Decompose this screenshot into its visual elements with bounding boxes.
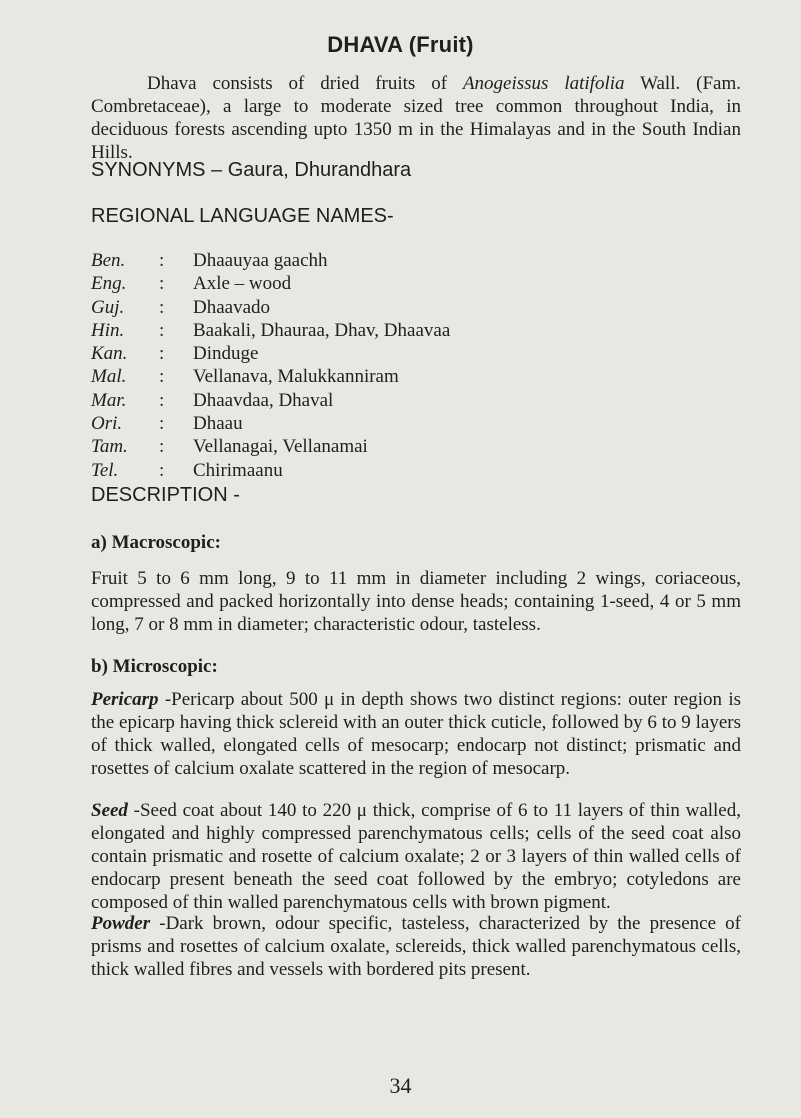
separator-colon: : xyxy=(159,436,165,458)
separator-colon: : xyxy=(159,343,165,365)
intro-paragraph xyxy=(91,72,741,164)
regional-name-row xyxy=(91,459,450,482)
seed-lead: Seed xyxy=(91,800,128,821)
regional-name: Dhaavdaa, Dhaval xyxy=(193,389,334,411)
language-abbr: Guj. xyxy=(91,296,125,318)
regional-name: Dhaauyaa gaachh xyxy=(193,250,328,271)
pericarp-paragraph xyxy=(91,688,741,780)
macroscopic-heading: a) Macroscopic: xyxy=(91,532,221,553)
regional-name-row xyxy=(91,272,450,295)
regional-name-row xyxy=(91,296,450,319)
pericarp-lead: Pericarp xyxy=(91,689,159,710)
separator-colon: : xyxy=(159,319,165,341)
language-abbr: Kan. xyxy=(91,343,128,365)
page-number: 34 xyxy=(389,1073,412,1098)
microscopic-heading: b) Microscopic: xyxy=(91,656,218,677)
regional-name-row xyxy=(91,435,450,458)
macroscopic-paragraph: Fruit 5 to 6 mm long, 9 to 11 mm in diameter including 2 wings, coriaceous, compressed and packed horizontally into dense heads; containing 1-seed, 4 or 5 mm long, 7 or 8 mm in diameter; characteristic odour, tasteless. xyxy=(91,568,741,635)
separator-colon: : xyxy=(159,389,165,411)
species-name: Anogeissus latifolia xyxy=(462,73,625,94)
separator-colon: : xyxy=(159,296,165,318)
regional-name-row xyxy=(91,365,450,388)
language-abbr: Mar. xyxy=(91,389,127,411)
regional-name-row xyxy=(91,342,450,365)
micron-unit: μ xyxy=(356,800,367,821)
separator-colon: : xyxy=(159,250,165,271)
separator-colon: : xyxy=(159,413,165,435)
regional-names-list xyxy=(91,249,450,482)
regional-name: Vellanagai, Vellanamai xyxy=(193,436,368,458)
regional-name: Chirimaanu xyxy=(193,459,283,481)
regional-name: Axle – wood xyxy=(193,273,292,295)
powder-lead: Powder xyxy=(91,913,151,934)
separator-colon: : xyxy=(159,366,165,388)
language-abbr: Ori. xyxy=(91,413,123,435)
language-abbr: Mal. xyxy=(91,366,127,388)
powder-text: -Dark brown, odour specific, tasteless, characterized by the presence of prisms and rosettes of calcium oxalate, sclereids, thick walled parenchymatous cells, thick walled fibres and vessels with bordered pits present. xyxy=(91,913,741,980)
regional-names-heading: REGIONAL LANGUAGE NAMES- xyxy=(91,205,394,227)
language-abbr: Ben. xyxy=(91,250,126,271)
intro-post: Wall. (Fam. Combretaceae), a large to moderate sized tree common throughout India, in deciduous forests ascending upto 1350 m in the Himalayas and in the South Indian Hills. xyxy=(91,73,741,163)
separator-colon: : xyxy=(159,273,165,295)
description-heading: DESCRIPTION - xyxy=(91,484,240,506)
micron-unit: μ xyxy=(323,689,335,710)
regional-name: Vellanava, Malukkanniram xyxy=(193,366,399,388)
language-abbr: Tam. xyxy=(91,436,128,458)
language-abbr: Hin. xyxy=(91,319,125,341)
regional-name: Dinduge xyxy=(193,343,259,365)
regional-name-row xyxy=(91,412,450,435)
pericarp-text-2: in depth shows two distinct regions: outer region is the epicarp having thick sclereid with an outer thick cuticle, followed by 6 to 9 layers of thick walled, elongated cells of mesocarp; endocarp not distinct; prismatic and rosettes of calcium oxalate scattered in the region of mesocarp. xyxy=(91,689,741,779)
regional-name-row xyxy=(91,389,450,412)
language-abbr: Tel. xyxy=(91,459,119,481)
intro-pre: Dhava consists of dried fruits of xyxy=(147,73,463,94)
regional-name: Dhaau xyxy=(193,413,243,435)
regional-name: Baakali, Dhauraa, Dhav, Dhaavaa xyxy=(193,319,451,341)
regional-name: Dhaavado xyxy=(193,296,271,318)
separator-colon: : xyxy=(159,459,165,481)
seed-text-2: thick, comprise of 6 to 11 layers of thin walled, elongated and highly compressed parenchymatous cells; cells of the seed coat also contain prismatic and rosette of calcium oxalate; 2 or 3 layers of thin walled cells of endocarp present beneath the seed coat followed by the embryo; cotyledons are composed of thin walled parenchymatous cells with brown pigment. xyxy=(91,800,741,913)
page-title: DHAVA (Fruit) xyxy=(327,32,474,57)
seed-text-1: -Seed coat about 140 to 220 xyxy=(127,800,357,821)
powder-paragraph xyxy=(91,912,741,981)
synonyms-line: SYNONYMS – Gaura, Dhurandhara xyxy=(91,159,412,181)
pericarp-text-1: -Pericarp about 500 xyxy=(158,689,324,710)
seed-paragraph xyxy=(91,799,741,914)
language-abbr: Eng. xyxy=(91,273,127,295)
regional-name-row xyxy=(91,319,450,342)
regional-name-row xyxy=(91,249,450,272)
